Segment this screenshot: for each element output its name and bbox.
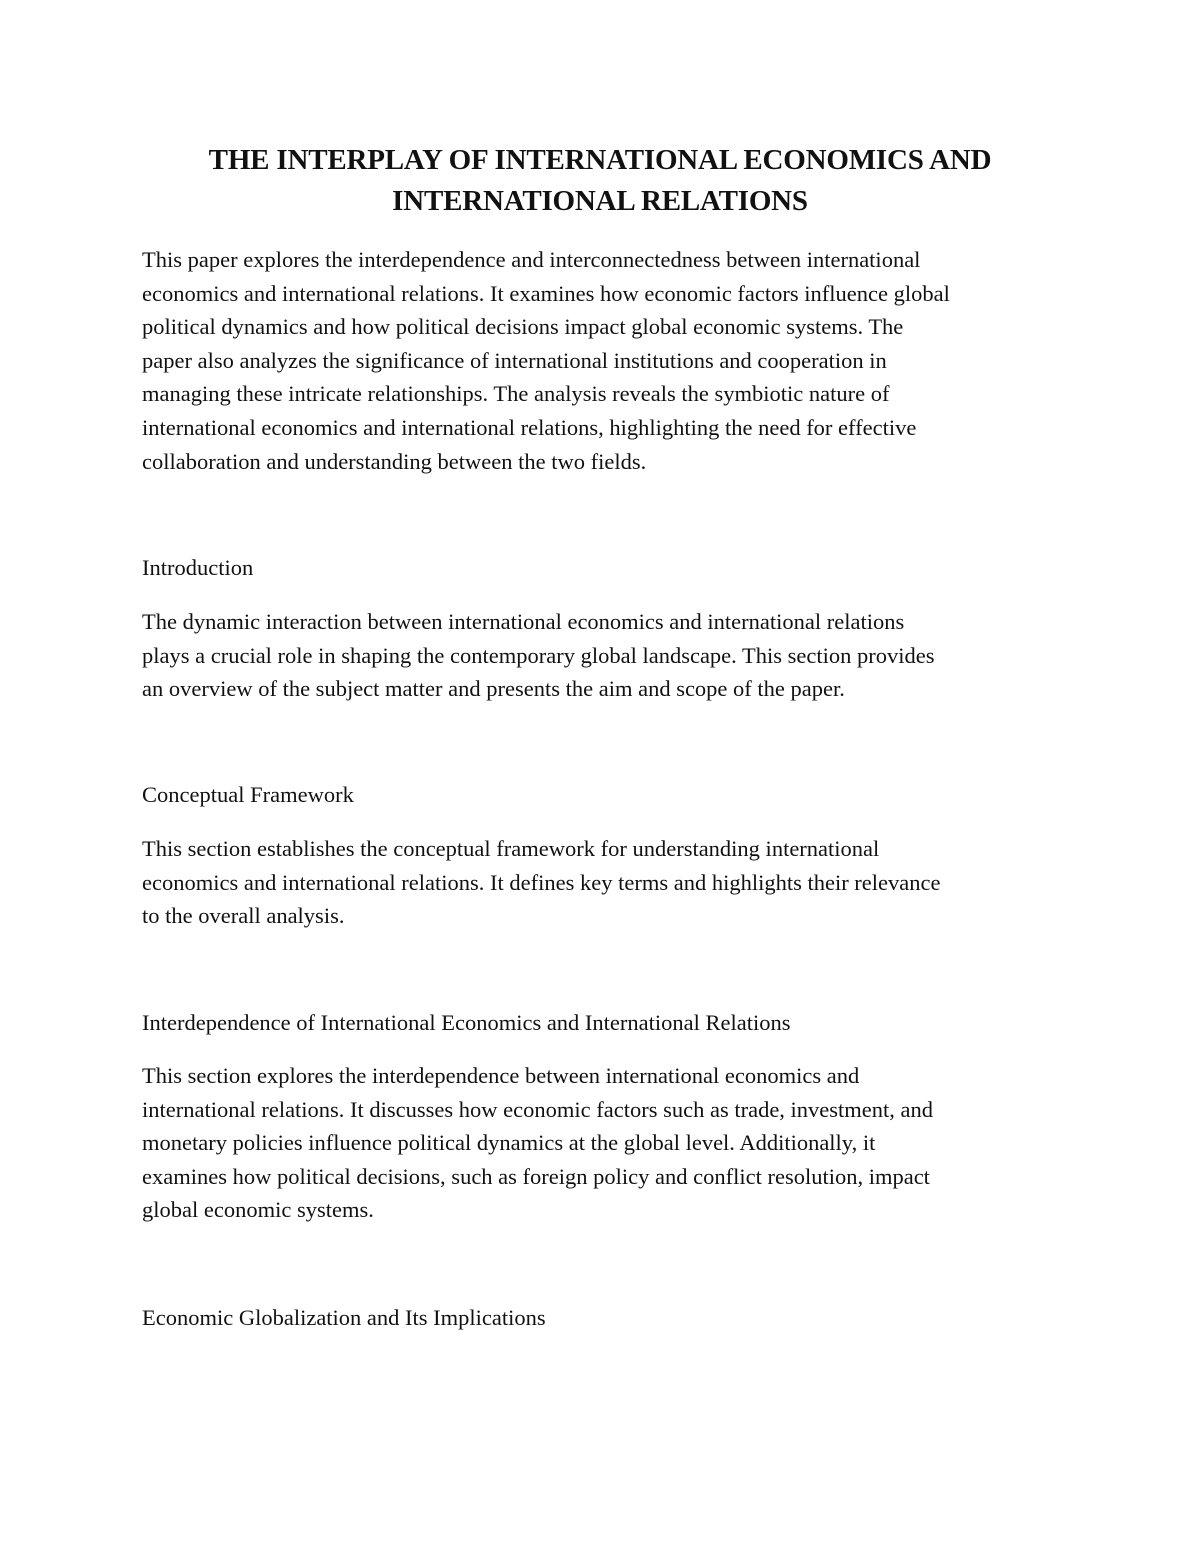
paragraph-line: an overview of the subject matter and presents the aim and scope of the paper. [142, 676, 845, 702]
paragraph-line: to the overall analysis. [142, 903, 345, 929]
paragraph-line: international relations. It discusses how economic factors such as trade, investment, and [142, 1096, 934, 1122]
section-heading-interdependence: Interdependence of International Economics and International Relations [142, 1010, 791, 1035]
paragraph-line: economics and international relations. It defines key terms and highlights their relevance [142, 869, 941, 895]
abstract-paragraph [142, 243, 1072, 478]
paragraph-line: The dynamic interaction between international economics and international relations [142, 609, 905, 634]
paragraph-line: plays a crucial role in shaping the contemporary global landscape. This section provides [142, 642, 935, 668]
paragraph-line: monetary policies influence political dynamics at the global level. Additionally, it [142, 1130, 876, 1156]
abstract-line: paper also analyzes the significance of international institutions and cooperation in [142, 347, 887, 373]
document-title [100, 140, 1100, 222]
title-line-1: THE INTERPLAY OF INTERNATIONAL ECONOMICS AND [208, 144, 992, 176]
section-heading-introduction: Introduction [142, 555, 254, 580]
abstract-line: political dynamics and how political decisions impact global economic systems. The [142, 314, 904, 340]
abstract-line: international economics and international relations, highlighting the need for effective [142, 414, 917, 440]
abstract-line: This paper explores the interdependence and interconnectedness between international [142, 247, 921, 272]
abstract-line: economics and international relations. It examines how economic factors influence global [142, 280, 950, 306]
interdependence-paragraph [142, 1059, 1072, 1227]
paragraph-line: examines how political decisions, such as foreign policy and conflict resolution, impact [142, 1163, 930, 1189]
section-heading-economic-globalization: Economic Globalization and Its Implications [142, 1305, 546, 1330]
section-heading-conceptual-framework: Conceptual Framework [142, 782, 354, 807]
introduction-paragraph [142, 605, 1072, 706]
abstract-line: collaboration and understanding between the two fields. [142, 448, 647, 474]
paragraph-line: This section establishes the conceptual framework for understanding international [142, 836, 880, 861]
paragraph-line: This section explores the interdependence between international economics and [142, 1063, 860, 1088]
title-line-2: INTERNATIONAL RELATIONS [392, 185, 808, 217]
abstract-line: managing these intricate relationships. The analysis reveals the symbiotic nature of [142, 381, 890, 407]
conceptual-framework-paragraph [142, 832, 1072, 933]
paragraph-line: global economic systems. [142, 1197, 374, 1223]
